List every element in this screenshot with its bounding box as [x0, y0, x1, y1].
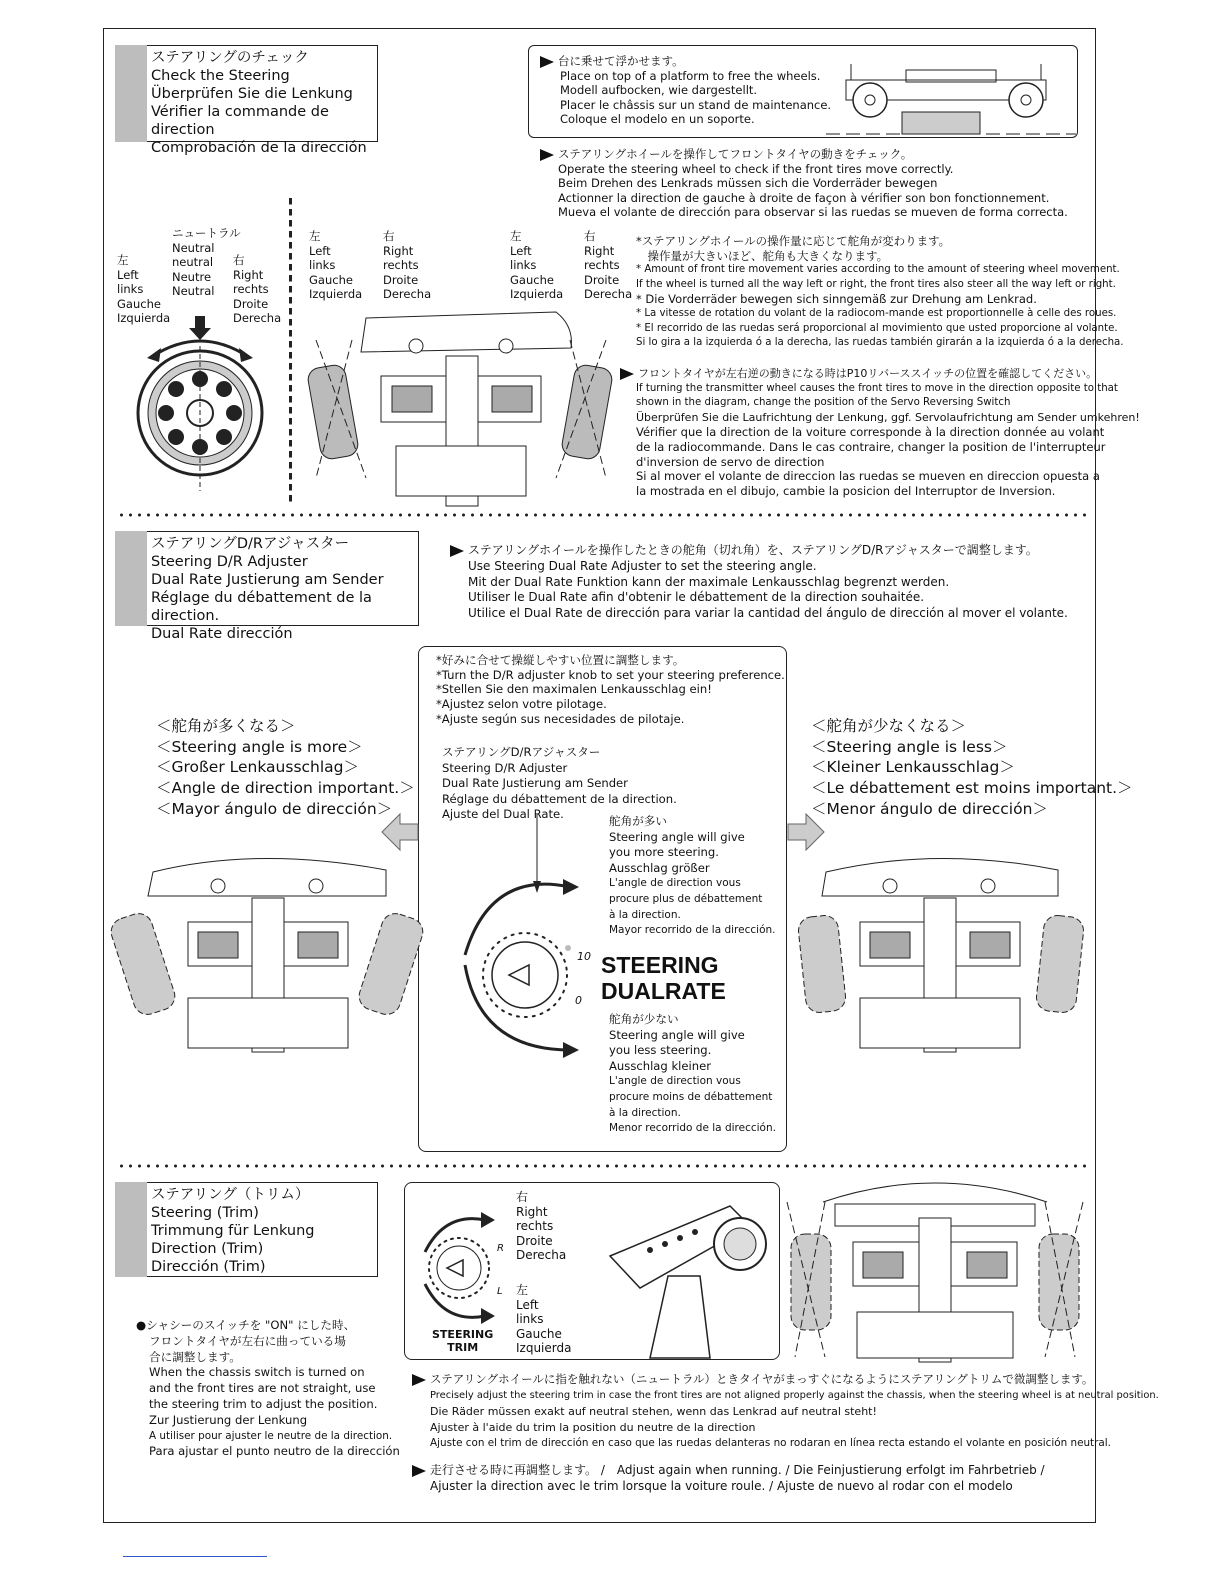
chassis-right-label: 右 Right rechts Droite Derecha	[584, 229, 633, 302]
operate-line: Actionner la direction de gauche à droite de façon à vérifier son bon fonctionnement.	[558, 190, 1050, 205]
steering-note-block: *ステアリングホイールの操作量に応じて舵角が変わります。 操作量が大きいほど、舵角も大きくなります。 * Amount of front tire movement varies according to the amount of steering wheel movement. If the wheel is turned all the way left or right, the front tires also steer all the way left or right. * Die Vorderräder bewegen sich sinngemäß zur Drehung am Lenkrad. * La vitesse de rotation du volant de la radiocom-mande est proportionnelle à celle des roues. * El recorrido de las ruedas será proporcional al movimiento que usted proporcione al volante. Si lo gira a la izquierda ó a la derecha, las ruedas también girarán a la izquierda ó a la derecha.	[636, 234, 1124, 349]
more-steering-note: 舵角が多い Steering angle will give you more steering. Ausschlag größer L'angle de direction vous procure plus de débattement à la direction. Mayor recorrido de la dirección.	[609, 814, 776, 937]
adjust-again-text: 走行させる時に再調整します。 / Adjust again when running. / Die Feinjustierung erfolgt im Fahrbetrieb / Ajuster la direction avec le trim lorsque la voiture roule. / Ajuste de nuevo al rodar con el modelo	[412, 1462, 1045, 1494]
chassis-left-label: 左 Left links Gauche Izquierda	[510, 229, 564, 302]
arrow-icon	[412, 1465, 426, 1477]
pref-note: *好みに合せて操縦しやすい位置に調整します。 *Turn the D/R adjuster knob to set your steering preference. *Stellen Sie den maximalen Lenkausschlag ein! *Ajustez selon votre pilotage. *Ajuste según sus necesidades de pilotaje.	[436, 653, 785, 726]
title-line: ステアリング（トリム）	[151, 1187, 310, 1203]
trim-knob-illustration	[415, 1212, 515, 1332]
title-line: ステアリングのチェック	[151, 50, 309, 66]
knob-max-label: 10	[577, 950, 591, 963]
title-line: Dual Rate Justierung am Sender	[151, 572, 384, 588]
wheel-left-label: 左 Left links Gauche Izquierda	[117, 253, 171, 326]
trim-left-label: 左 Left links Gauche Izquierda	[516, 1283, 572, 1355]
dr-intro-text: ステアリングホイールを操作したときの舵角（切れ角）を、ステアリングD/Rアジャスターで調整します。 Use Steering Dual Rate Adjuster to set the steering angle. Mit der Dual Rate Funktion kann der maximale Lenkausschlag begrenzt werden. Utiliser le Dual Rate afin d'obtenir le débattement de la direction souhaitée. Utilice el Dual Rate de dirección para variar la cantidad del ángulo de dirección al mover el volante.	[450, 543, 1068, 622]
arrow-icon	[450, 545, 464, 557]
trim-right-label: 右 Right rechts Droite Derecha	[516, 1190, 567, 1262]
title-line: Dirección (Trim)	[151, 1259, 266, 1275]
platform-line: Place on top of a platform to free the wheels.	[560, 68, 821, 83]
section-title-trim	[146, 1182, 378, 1277]
title-line: Vérifier la commande de direction	[151, 104, 329, 138]
title-line: Check the Steering	[151, 68, 290, 84]
title-line: Trimmung für Lenkung	[151, 1223, 315, 1239]
dr-knob-illustration	[455, 815, 595, 1105]
divider-dashed	[289, 198, 292, 506]
section-divider	[117, 1164, 1089, 1168]
steering-dualrate-label: STEERING DUALRATE	[601, 952, 726, 1004]
knob-min-label: 0	[575, 994, 582, 1007]
adjuster-label: ステアリングD/Rアジャスター Steering D/R Adjuster Dual Rate Justierung am Sender Réglage du débattement de la direction. Ajuste del Dual Rate.	[442, 745, 677, 821]
car-on-stand-illustration	[826, 60, 1076, 140]
steering-less-heading: ＜舵角が少なくなる＞ ＜Steering angle is less＞ ＜Kleiner Lenkausschlag＞ ＜Le débattement est moins important.＞ ＜Menor ángulo de dirección＞	[811, 717, 1133, 818]
neutral-label: ニュートラル Neutral neutral Neutre Neutral	[172, 226, 241, 299]
trim-precise-text: ステアリングホイールに指を触れない（ニュートラル）ときタイヤがまっすぐになるようにステアリングトリムで微調整します。 Precisely adjust the steering trim in case the front tires are not aligned properly against the chassis, when the steering wheel is at neutral position. Die Räder müssen exakt auf neutral stehen, wenn das Lenkrad auf neutral steht! Ajuster à l'aide du trim la position du neutre de la direction Ajuste con el trim de dirección en caso que las ruedas delanteras no rodaran en línea recta estando el volante en posición neutral.	[412, 1372, 1159, 1452]
section-title-check-steering	[146, 45, 378, 156]
less-steering-note: 舵角が少ない Steering angle will give you less steering. Ausschlag kleiner L'angle de direction vous procure moins de débattement à la direction. Menor recorrido de la dirección.	[609, 1012, 776, 1135]
section-title-dr-adjuster	[146, 531, 419, 642]
operate-line: Operate the steering wheel to check if the front tires move correctly.	[558, 161, 954, 176]
platform-line: 台に乗せて浮かせます。	[558, 54, 684, 68]
title-line: ステアリングD/Rアジャスター	[151, 536, 350, 552]
title-line: Steering (Trim)	[151, 1205, 259, 1221]
arrow-icon	[620, 368, 634, 380]
trim-l-label: L	[497, 1286, 503, 1297]
arrow-icon	[540, 149, 554, 161]
platform-line: Modell aufbocken, wie dargestellt.	[560, 83, 758, 98]
steering-more-heading: ＜舵角が多くなる＞ ＜Steering angle is more＞ ＜Großer Lenkausschlag＞ ＜Angle de direction important.＞ ＜Mayor ángulo de dirección＞	[156, 717, 415, 818]
title-bar-accent	[115, 45, 147, 142]
footer-rule	[123, 1556, 267, 1557]
title-line: Réglage du débattement de la direction.	[151, 590, 372, 624]
title-line: Überprüfen Sie die Lenkung	[151, 86, 353, 102]
arrow-icon	[412, 1374, 426, 1386]
section-divider	[117, 513, 1089, 517]
operate-line: Mueva el volante de dirección para observar si las ruedas se mueven de forma correcta.	[558, 205, 1068, 220]
title-line: Steering D/R Adjuster	[151, 554, 308, 570]
trim-r-label: R	[497, 1243, 504, 1254]
steering-trim-label: STEERING TRIM	[432, 1328, 494, 1354]
chassis-left-label: 左 Left links Gauche Izquierda	[309, 229, 363, 302]
steering-wheel-illustration	[135, 316, 270, 491]
title-line: Direction (Trim)	[151, 1241, 264, 1257]
arrow-icon	[540, 56, 554, 68]
chassis-more-steering-illustration	[118, 852, 416, 1052]
chassis-right-label: 右 Right rechts Droite Derecha	[383, 229, 432, 302]
title-bar-accent	[115, 1182, 147, 1277]
wheel-right-label: 右 Right rechts Droite Derecha	[233, 253, 282, 326]
title-line: Dual Rate dirección	[151, 626, 293, 642]
reverse-switch-note: フロントタイヤが左右逆の動きになる時はP10リバーススイッチの位置を確認してください。 If turning the transmitter wheel causes the front tires to move in the direction opposite to that shown in the diagram, change the position of the Servo Reversing Switch Überprüfen Sie die Laufrichtung der Lenkung, ggf. Servolaufrichtung am Sender umkehren! Vérifier que la direction de la voiture corresponde à la direction donnée au volant de la radiocommande. Dans le cas contraire, changer la position de l'interrupteur d'inversion de servo de direction Si al mover el volante de direccion las ruedas se mueven en direccion opuesta a la mostrada en el dibujo, cambie la posicion del Interruptor de Inversion.	[620, 367, 1140, 498]
chassis-less-steering-illustration	[796, 852, 1086, 1052]
platform-text	[540, 54, 831, 127]
operate-text	[540, 147, 1068, 220]
switch-on-note: ●シャシーのスイッチを "ON" にした時、 フロントタイヤが左右に曲っている場 合に調整します。 When the chassis switch is turned on and the front tires are not straight, use the steering trim to adjust the position. Zur Justierung der Lenkung A utiliser pour ajuster le neutre de la direction. Para ajustar el punto neutro de la dirección	[136, 1318, 400, 1459]
title-line: Comprobación de la dirección	[151, 140, 367, 156]
arrow-left-icon	[382, 814, 418, 850]
chassis-steering-illustration	[306, 306, 616, 506]
platform-line: Coloque el modelo en un soporte.	[560, 112, 755, 127]
operate-line: ステアリングホイールを操作してフロントタイヤの動きをチェック。	[558, 147, 913, 161]
operate-line: Beim Drehen des Lenkrads müssen sich die Vorderräder bewegen	[558, 176, 938, 191]
title-bar-accent	[115, 531, 147, 626]
chassis-trim-illustration	[785, 1182, 1085, 1362]
platform-line: Placer le châssis sur un stand de maintenance.	[560, 97, 832, 112]
transmitter-illustration	[590, 1196, 780, 1358]
arrow-right-icon	[788, 814, 824, 850]
